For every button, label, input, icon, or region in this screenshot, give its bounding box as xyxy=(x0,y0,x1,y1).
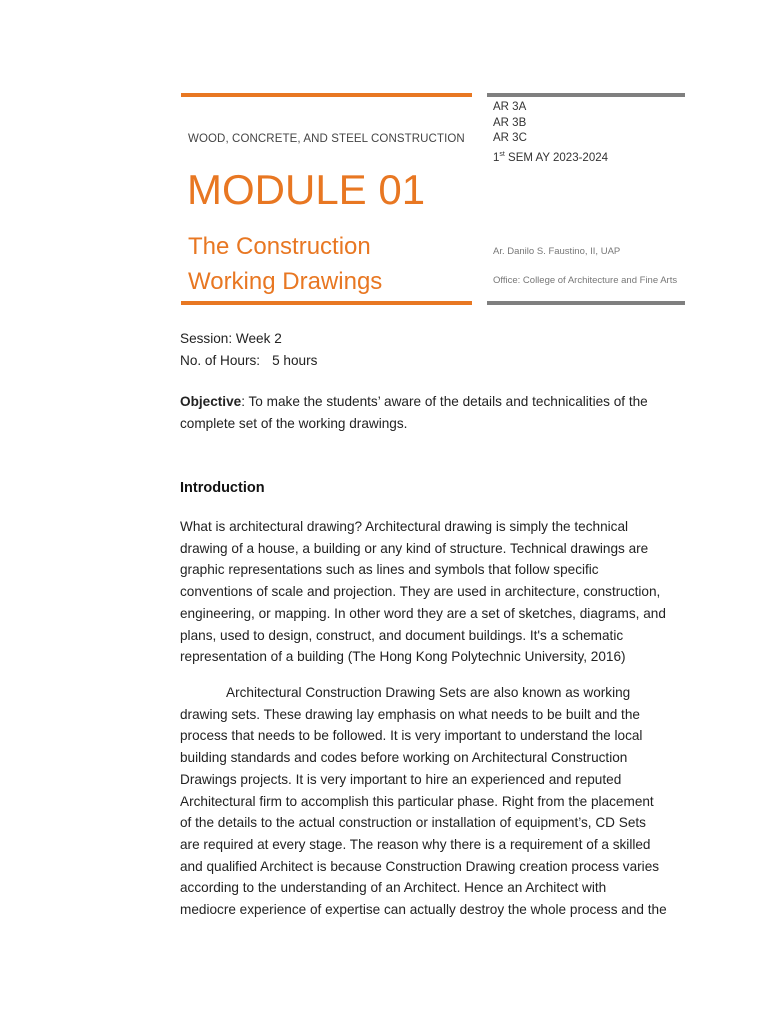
module-title-line: Working Drawings xyxy=(188,268,383,295)
course-title: WOOD, CONCRETE, AND STEEL CONSTRUCTION xyxy=(188,133,465,145)
paragraph: What is architectural drawing? Architectural drawing is simply the technical drawing of a house, a building or any kind of structure. Technical drawings are graphic representations such as lines and symbols that follow specific conventions of scale and projection. They are used in architecture, construction, engineering, or mapping. In other word they are a set of sketches, diagrams, and plans, used to design, construct, and document buildings. It's a schematic representation of a building (The Hong Kong Polytechnic University, 2016) xyxy=(180,519,666,665)
section-heading-introduction: Introduction xyxy=(180,480,265,496)
objective-label: Objective xyxy=(180,394,242,409)
module-title-line: The Construction xyxy=(188,233,371,260)
module-number: MODULE 01 xyxy=(187,166,426,213)
semester-line: 1st SEM AY 2023-2024 xyxy=(493,150,609,164)
session-line: Session: Week 2 xyxy=(180,331,282,346)
section-item: AR 3A xyxy=(493,101,527,113)
office-info: Office: College of Architecture and Fine Arts xyxy=(493,275,678,286)
section-list xyxy=(493,100,608,166)
paragraph: Architectural Construction Drawing Sets are also known as working drawing sets. These drawing lay emphasis on what needs to be built and the process that needs to be followed. It is very important to understand the local building standards and codes before working on Architectural Construction Drawings projects. It is very important to hire an experienced and reputed Architectural firm to accomplish this particular phase. Right from the placement of the details to the actual construction or installation of equipment’s, CD Sets are required at every stage. The reason why there is a requirement of a skilled and qualified Architect is because Construction Drawing creation process varies according to the understanding of an Architect. Hence an Architect with mediocre experience of expertise can actually destroy the whole process and the xyxy=(180,685,667,918)
module-header-block xyxy=(181,93,472,305)
objective: Objective: To make the students’ aware of the details and technicalities of the complete set of the working drawings. xyxy=(180,394,648,431)
section-item: AR 3B xyxy=(493,116,527,129)
session-info xyxy=(180,328,680,371)
hours-line: No. of Hours: 5 hours xyxy=(180,352,318,368)
module-title xyxy=(188,229,468,299)
author-name: Ar. Danilo S. Faustino, II, UAP xyxy=(493,246,621,257)
course-info-block xyxy=(487,93,685,305)
section-item: AR 3C xyxy=(493,132,527,144)
